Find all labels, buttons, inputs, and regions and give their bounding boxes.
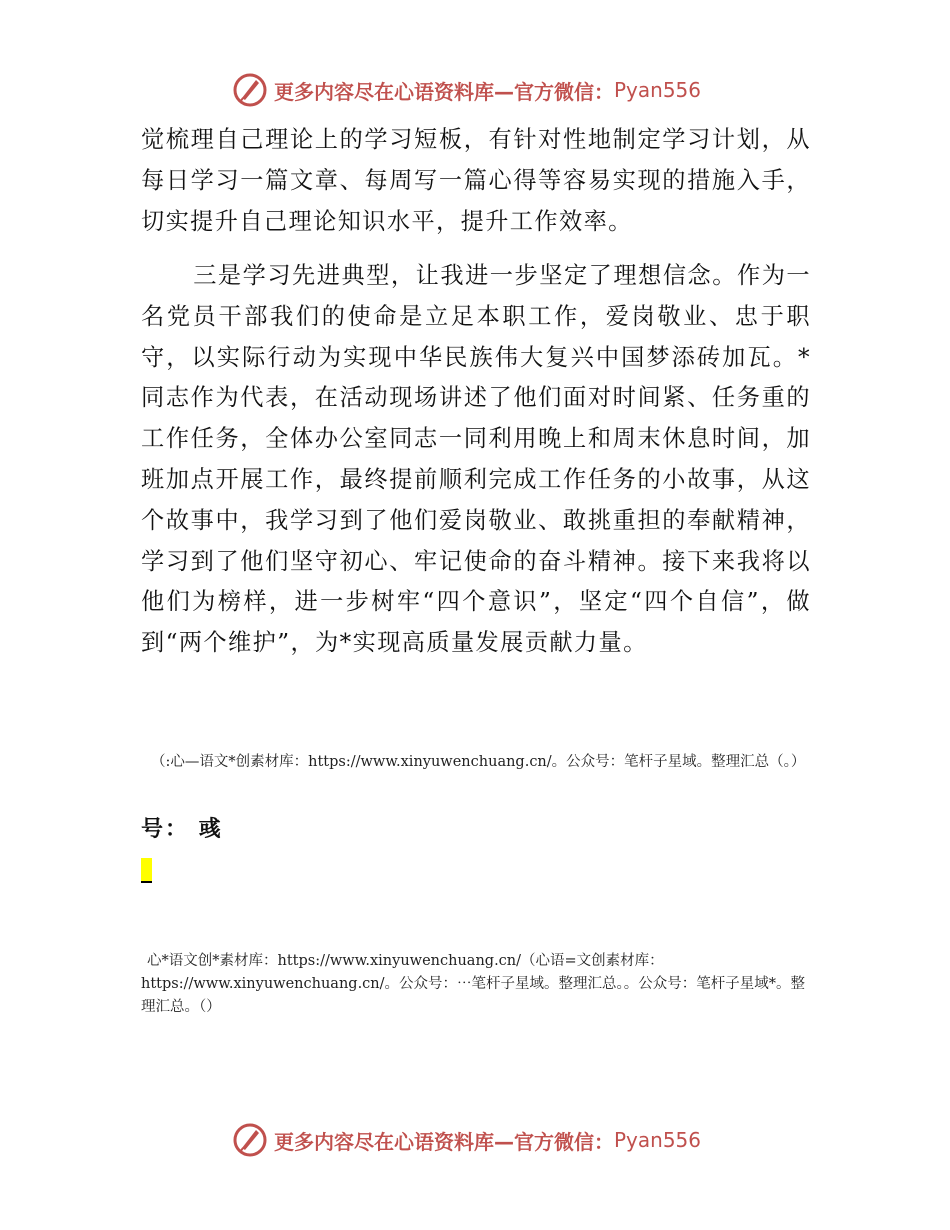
banner-text-id: Pyan556 xyxy=(614,1128,702,1152)
header-banner xyxy=(232,70,701,110)
quill-pen-logo-icon xyxy=(232,1122,268,1158)
paragraph-2-text: 三是学习先进典型，让我进一步坚定了理想信念。作为一名党员干部我们的使命是立足本职工作，爱岗敬业、忠于职守，以实际行动为实现中华民族伟大复兴中国梦添砖加瓦。*同志作为代表，在活动现场讲述了他们面对时间紧、任务重的工作任务，全体办公室同志一同利用晚上和周末休息时间，加班加点开展工作，最终提前顺利完成工作任务的小故事，从这个故事中，我学习到了他们爱岗敬业、敢挑重担的奉献精神，学习到了他们坚守初心、牢记使命的奋斗精神。接下来我将以他们为榜样，进一步树牢“四个意识”，坚定“四个自信”，做到“两个维护”，为*实现高质量发展贡献力量。 xyxy=(141,262,811,657)
highlight-marker xyxy=(141,858,152,883)
quill-pen-logo-icon xyxy=(232,72,268,108)
banner-text-main: 更多内容尽在心语资料库 xyxy=(274,79,494,104)
footer-banner xyxy=(232,1120,701,1160)
banner-text-id: Pyan556 xyxy=(614,78,702,102)
paragraph-2 xyxy=(141,256,811,664)
source-note-2: 心*语文创*素材库：https://www.xinyuwenchuang.cn/（心语=文创素材库：https://www.xinyuwenchuang.cn/。公众号：⋯笔杆子星域。整理汇总。。公众号：笔杆子星域*。整理汇总。（） xyxy=(141,953,806,1015)
banner-text-main: 更多内容尽在心语资料库 xyxy=(274,1129,494,1154)
paragraph-1-text: 觉梳理自己理论上的学习短板，有针对性地制定学习计划，从每日学习一篇文章、每周写一篇心得等容易实现的措施入手，切实提升自己理论知识水平，提升工作效率。 xyxy=(141,126,811,235)
banner-text-wechat: —官方微信： xyxy=(494,79,614,104)
section-heading: 号： 彧 xyxy=(141,817,223,842)
banner-text-wechat: —官方微信： xyxy=(494,1129,614,1154)
source-note-1: （:心—语文*创素材库：https://www.xinyuwenchuang.cn/。公众号：笔杆子星域。整理汇总（。） xyxy=(151,754,806,770)
paragraph-1 xyxy=(141,120,811,242)
